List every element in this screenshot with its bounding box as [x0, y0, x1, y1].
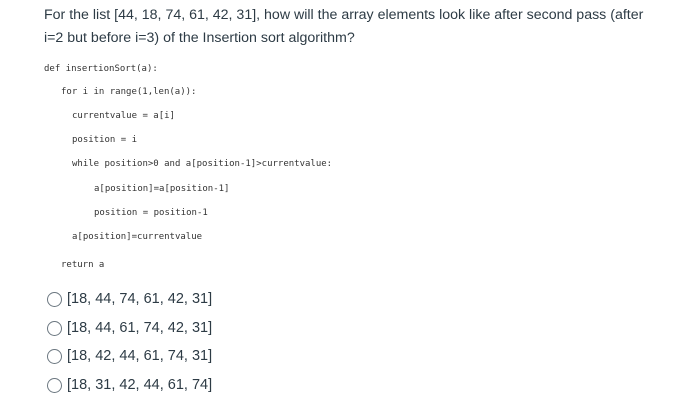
- code-line-for: for i in range(1,len(a)):: [61, 87, 197, 97]
- code-line-decrement: position = position-1: [94, 208, 208, 218]
- code-line-assign: a[position]=currentvalue: [72, 232, 203, 242]
- answer-option-4[interactable]: [47, 374, 212, 396]
- radio-button[interactable]: [47, 292, 62, 307]
- code-line-def: def insertionSort(a):: [44, 64, 158, 74]
- answer-option-label: [18, 42, 44, 61, 74, 31]: [67, 348, 213, 364]
- code-line-while: while position>0 and a[position-1]>currentvalue:: [72, 159, 333, 169]
- answer-option-1[interactable]: [47, 288, 212, 310]
- answer-option-2[interactable]: [47, 317, 212, 339]
- question-text: For the list [44, 18, 74, 61, 42, 31], how will the array elements look like after second pass (after i=2 but before i=3) of the Insertion sort algorithm?: [44, 7, 644, 46]
- code-line-currentvalue: currentvalue = a[i]: [72, 111, 175, 121]
- radio-button[interactable]: [47, 378, 62, 393]
- answer-option-label: [18, 44, 74, 61, 42, 31]: [67, 291, 213, 307]
- answer-option-label: [18, 31, 42, 44, 61, 74]: [67, 377, 213, 393]
- code-line-return: return a: [61, 260, 105, 270]
- radio-button[interactable]: [47, 321, 62, 336]
- code-line-shift: a[position]=a[position-1]: [94, 184, 230, 194]
- answer-option-label: [18, 44, 61, 74, 42, 31]: [67, 320, 213, 336]
- code-line-position: position = i: [72, 135, 138, 145]
- radio-button[interactable]: [47, 349, 62, 364]
- answer-option-3[interactable]: [47, 345, 212, 367]
